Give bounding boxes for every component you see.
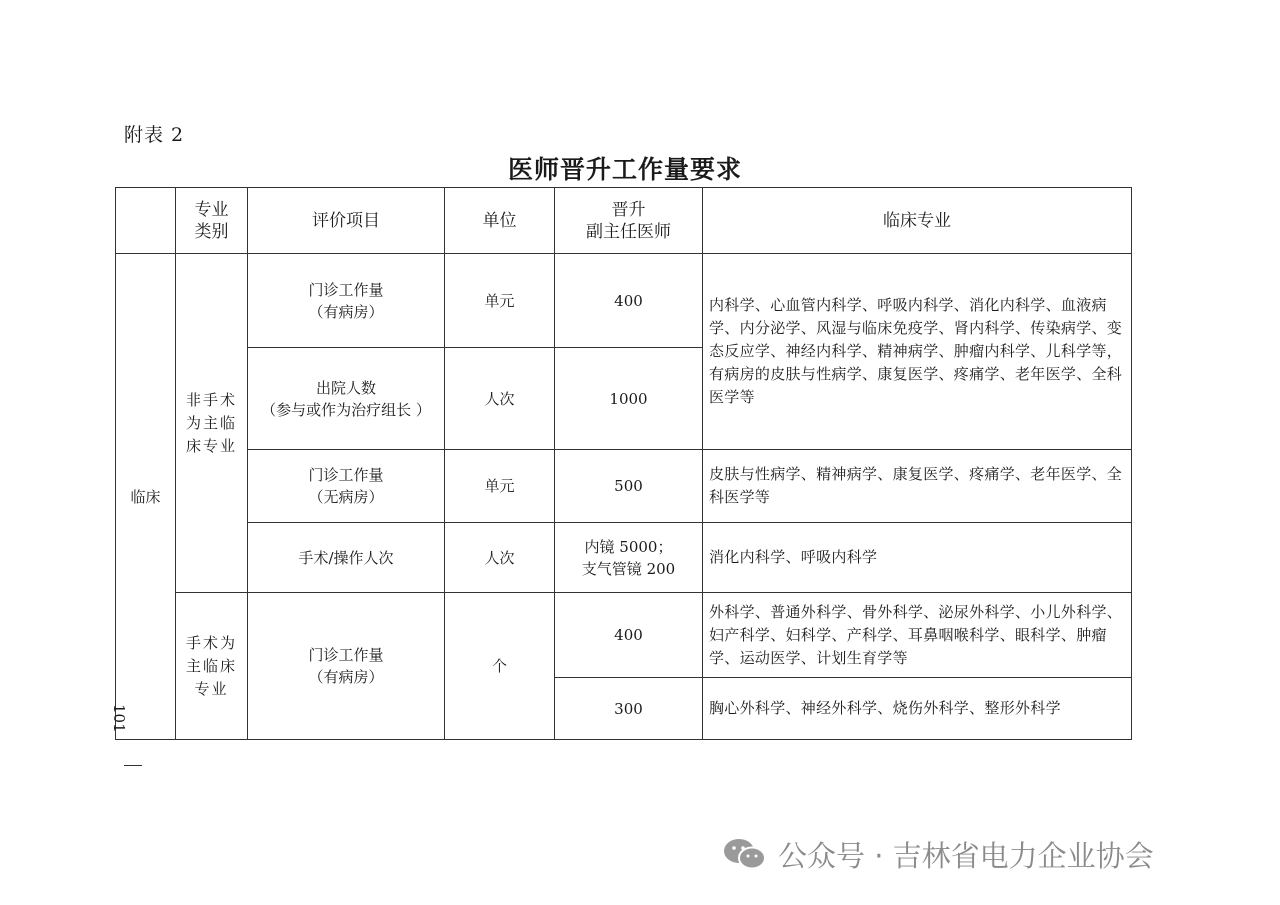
unit-cell: 人次 <box>445 348 555 450</box>
page-dash <box>124 765 142 766</box>
table-row <box>116 450 1132 523</box>
watermark <box>722 832 1154 876</box>
group-surgical: 手术为 主临床 专业 <box>176 593 248 740</box>
category-clinical: 临床 <box>116 254 176 740</box>
specialty-cell: 胸心外科学、神经外科学、烧伤外科学、整形外科学 <box>703 678 1132 740</box>
value-cell: 500 <box>555 450 703 523</box>
header-unit: 单位 <box>445 188 555 254</box>
table-row <box>116 593 1132 678</box>
table-header-row <box>116 188 1132 254</box>
attachment-label: 附表 2 <box>124 124 185 146</box>
unit-cell: 单元 <box>445 450 555 523</box>
wechat-icon <box>722 837 768 871</box>
value-cell: 1000 <box>555 348 703 450</box>
table-row <box>116 254 1132 348</box>
value-cell: 内镜 5000； 支气管镜 200 <box>555 523 703 593</box>
header-blank <box>116 188 176 254</box>
workload-table <box>115 187 1132 740</box>
watermark-text: 公众号 · 吉林省电力企业协会 <box>778 838 1154 873</box>
specialty-cell: 皮肤与性病学、精神病学、康复医学、疼痛学、老年医学、全科医学等 <box>703 450 1132 523</box>
unit-cell: 个 <box>445 593 555 740</box>
eval-item: 门诊工作量 （无病房） <box>248 450 445 523</box>
value-cell: 300 <box>555 678 703 740</box>
specialty-cell: 外科学、普通外科学、骨外科学、泌尿外科学、小儿外科学、妇产科学、妇科学、产科学、耳鼻咽喉科学、眼科学、肿瘤学、运动医学、计划生育学等 <box>703 593 1132 678</box>
group-non-surgical: 非手术 为主临 床专业 <box>176 254 248 593</box>
specialty-cell: 消化内科学、呼吸内科学 <box>703 523 1132 593</box>
eval-item: 门诊工作量 （有病房） <box>248 593 445 740</box>
eval-item: 门诊工作量 （有病房） <box>248 254 445 348</box>
page-title: 医师晋升工作量要求 <box>507 155 742 184</box>
value-cell: 400 <box>555 593 703 678</box>
specialty-cell: 内科学、心血管内科学、呼吸内科学、消化内科学、血液病学、内分泌学、风湿与临床免疫学、肾内科学、传染病学、变态反应学、神经内科学、精神病学、肿瘤内科学、儿科学等，有病房的皮肤与性病学、康复医学、疼痛学、老年医学、全科医学等 <box>703 254 1132 450</box>
eval-item: 出院人数 （参与或作为治疗组长 ） <box>248 348 445 450</box>
side-page-number: 101 <box>110 704 128 733</box>
header-clinical-specialty: 临床专业 <box>703 188 1132 254</box>
header-major-category: 专业 类别 <box>176 188 248 254</box>
header-promotion: 晋升 副主任医师 <box>555 188 703 254</box>
value-cell: 400 <box>555 254 703 348</box>
unit-cell: 单元 <box>445 254 555 348</box>
unit-cell: 人次 <box>445 523 555 593</box>
header-eval-item: 评价项目 <box>248 188 445 254</box>
table-row <box>116 523 1132 593</box>
eval-item: 手术/操作人次 <box>248 523 445 593</box>
